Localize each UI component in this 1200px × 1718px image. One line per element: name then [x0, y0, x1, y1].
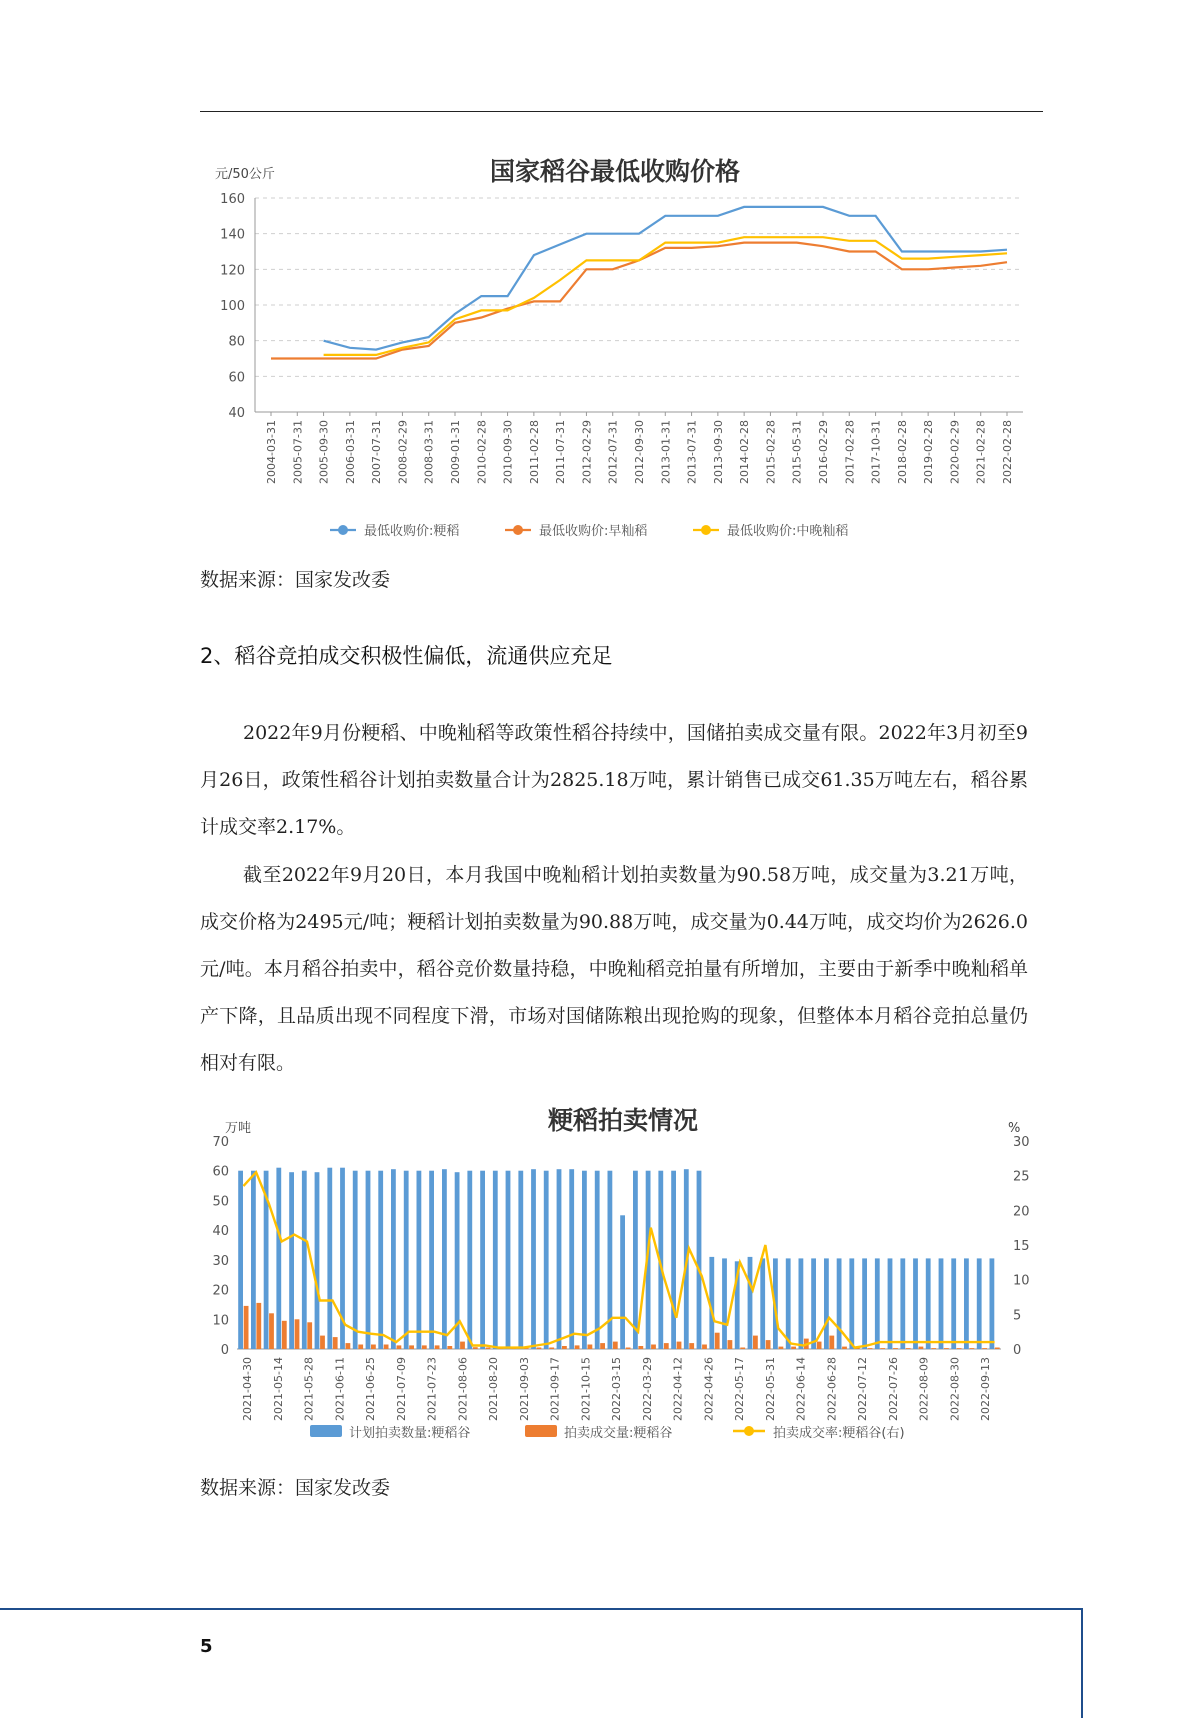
bar-traded [486, 1348, 491, 1350]
legend-swatch-marker [701, 525, 711, 535]
bar-traded [728, 1340, 733, 1349]
x-tick-label: 2021-07-09 [394, 1357, 408, 1421]
bar-traded [384, 1345, 389, 1350]
bar-traded [435, 1345, 440, 1349]
bar-traded [307, 1322, 312, 1349]
x-tick-label: 2006-03-31 [343, 420, 357, 484]
legend-swatch-planned [310, 1425, 342, 1437]
x-tick-label: 2015-02-28 [764, 420, 778, 484]
y-tick-label-right: 25 [1013, 1169, 1030, 1185]
y-tick-label: 60 [228, 370, 245, 386]
bar-traded [397, 1345, 402, 1349]
bar-traded [346, 1343, 351, 1349]
bar-planned [353, 1171, 358, 1349]
chart2-svg [205, 1095, 1035, 1455]
x-tick-label: 2022-05-17 [733, 1357, 746, 1421]
bar-planned [391, 1169, 396, 1349]
section-heading: 2、稻谷竞拍成交积极性偏低，流通供应充足 [200, 644, 613, 668]
bar-planned [557, 1169, 562, 1349]
bar-traded [269, 1313, 274, 1349]
y-tick-label-left: 30 [212, 1253, 229, 1269]
x-tick-label: 2020-02-29 [948, 420, 962, 484]
bar-planned [289, 1172, 294, 1349]
bar-planned [518, 1171, 523, 1349]
y-tick-label: 140 [220, 227, 245, 243]
y-tick-label: 100 [220, 299, 245, 314]
bar-planned [697, 1171, 702, 1349]
x-tick-label: 2011-07-31 [554, 420, 568, 484]
legend-swatch-traded [525, 1425, 557, 1437]
y-axis-unit-right: % [1008, 1121, 1021, 1136]
bar-traded [893, 1348, 898, 1349]
bar-traded [460, 1342, 465, 1349]
y-tick-label-right: 10 [1013, 1273, 1030, 1289]
bar-traded [753, 1336, 758, 1349]
x-tick-label: 2022-05-31 [763, 1357, 777, 1421]
bar-traded [562, 1346, 567, 1349]
bar-traded [868, 1348, 873, 1349]
x-tick-label: 2012-09-30 [633, 420, 646, 484]
chart-min-purchase-price [205, 150, 1035, 545]
y-tick-label-right: 30 [1013, 1135, 1030, 1150]
bar-traded [447, 1346, 452, 1349]
bar-traded [244, 1306, 249, 1349]
bar-traded [995, 1348, 1000, 1350]
bar-planned [251, 1171, 256, 1349]
bar-planned [327, 1168, 332, 1349]
y-tick-label-left: 50 [212, 1194, 229, 1210]
bar-traded [931, 1348, 936, 1349]
x-tick-label: 2022-03-29 [640, 1357, 654, 1421]
y-tick-label-left: 20 [212, 1283, 229, 1299]
y-tick-label: 80 [228, 334, 245, 350]
bar-planned [531, 1169, 536, 1349]
bar-traded [371, 1345, 376, 1350]
bar-traded [740, 1348, 745, 1350]
chart-japonica-auction [205, 1095, 1035, 1455]
bar-traded [829, 1336, 834, 1349]
x-tick-label: 2021-09-17 [548, 1357, 562, 1421]
bar-traded [256, 1303, 261, 1349]
legend-label-planned: 计划拍卖数量:粳稻谷 [349, 1426, 471, 1441]
bar-traded [664, 1343, 669, 1349]
y-tick-label: 40 [228, 406, 245, 421]
bar-traded [842, 1347, 847, 1349]
x-tick-label: 2014-02-28 [738, 420, 752, 484]
bar-traded [473, 1347, 478, 1349]
x-tick-label: 2015-05-31 [790, 420, 804, 484]
source-note-1: 数据来源：国家发改委 [200, 569, 391, 591]
bar-planned [493, 1171, 498, 1349]
x-tick-label: 2021-10-15 [579, 1357, 593, 1421]
x-tick-label: 2007-07-31 [370, 420, 384, 484]
bar-planned [900, 1258, 905, 1349]
x-tick-label: 2022-07-12 [856, 1357, 869, 1421]
bar-planned [467, 1171, 472, 1349]
y-tick-label-left: 0 [220, 1343, 229, 1358]
bar-planned [480, 1171, 485, 1349]
bar-traded [333, 1337, 338, 1349]
x-tick-label: 2008-02-29 [396, 420, 410, 484]
y-axis-unit-left: 万吨 [225, 1121, 252, 1136]
x-tick-label: 2021-08-20 [487, 1357, 500, 1421]
bar-planned [366, 1171, 371, 1349]
bar-traded [575, 1345, 580, 1349]
bar-traded [409, 1345, 414, 1349]
x-tick-label: 2022-03-15 [610, 1357, 623, 1421]
bar-traded [944, 1348, 949, 1349]
bar-planned [951, 1258, 956, 1349]
x-tick-label: 2021-06-25 [364, 1357, 377, 1421]
legend-label: 最低收购价:早籼稻 [539, 524, 648, 539]
y-tick-label-left: 40 [212, 1224, 229, 1240]
y-tick-label-right: 20 [1013, 1204, 1030, 1220]
y-tick-label: 160 [220, 192, 245, 207]
x-tick-label: 2010-09-30 [501, 420, 515, 484]
bar-traded [766, 1340, 771, 1349]
bar-planned [862, 1258, 867, 1349]
bar-planned [990, 1258, 995, 1349]
bar-planned [569, 1169, 574, 1349]
bar-traded [626, 1348, 631, 1350]
bar-traded [906, 1348, 911, 1349]
bar-traded [282, 1321, 287, 1349]
bar-planned [722, 1258, 727, 1349]
bar-traded [702, 1345, 707, 1350]
x-tick-label: 2021-09-03 [517, 1357, 531, 1421]
bar-traded [957, 1348, 962, 1349]
bar-planned [913, 1258, 918, 1349]
bar-traded [970, 1348, 975, 1349]
x-tick-label: 2005-07-31 [291, 420, 305, 484]
header-rule [200, 111, 1043, 112]
bar-planned [748, 1257, 753, 1349]
x-tick-label: 2021-02-28 [974, 420, 988, 484]
bar-traded [422, 1345, 427, 1349]
bar-planned [760, 1258, 765, 1349]
x-tick-label: 2022-09-13 [979, 1357, 992, 1421]
paragraph-2: 截至2022年9月20日，本月我国中晚籼稻计划拍卖数量为90.58万吨，成交量为3.21万吨，成交价格为2495元/吨；粳稻计划拍卖数量为90.88万吨，成交量为0.44万吨，成交均价为2626.0元/吨。本月稻谷拍卖中，稻谷竞价数量持稳，中晚籼稻竞拍量有所增加，主要由于新季中晚籼稻单产下降，且品质出现不同程度下滑，市场对国储陈粮出现抢购的现象，但整体本月稻谷竞拍总量仍相对有限。 [200, 864, 1028, 1074]
bar-traded [358, 1345, 363, 1350]
x-tick-label: 2022-06-14 [794, 1357, 808, 1421]
bar-traded [320, 1336, 325, 1349]
x-tick-label: 2011-02-28 [527, 420, 541, 484]
bar-planned [404, 1171, 409, 1349]
x-tick-label: 2019-02-28 [922, 420, 936, 484]
x-tick-label: 2008-03-31 [422, 420, 436, 484]
y-tick-label-left: 60 [212, 1164, 229, 1180]
paragraph-1: 2022年9月份粳稻、中晚籼稻等政策性稻谷持续中，国储拍卖成交量有限。2022年3月初至9月26日，政策性稻谷计划拍卖数量合计为2825.18万吨，累计销售已成交61.35万吨左右，稻谷累计成交率2.17%。 [200, 722, 1028, 838]
x-tick-label: 2013-07-31 [685, 419, 699, 484]
legend-label: 最低收购价:中晚籼稻 [727, 524, 849, 539]
bar-traded [791, 1347, 796, 1349]
bar-planned [506, 1171, 511, 1349]
x-tick-label: 2012-02-29 [580, 420, 594, 484]
x-tick-label: 2021-07-23 [425, 1357, 439, 1421]
bar-planned [276, 1168, 281, 1349]
bar-planned [977, 1258, 982, 1349]
page-number: 5 [200, 1636, 213, 1657]
y-tick-label-right: 0 [1013, 1343, 1022, 1358]
bar-traded [651, 1345, 656, 1350]
x-tick-label: 2013-09-30 [711, 420, 725, 484]
legend-swatch-rate-marker [744, 1426, 754, 1436]
legend-swatch-marker [338, 525, 348, 535]
legend-label-traded: 拍卖成交量:粳稻谷 [564, 1426, 673, 1441]
y-axis-unit: 元/50公斤 [215, 167, 275, 182]
footer-frame [0, 1608, 1083, 1718]
x-tick-label: 2022-02-28 [1001, 420, 1014, 484]
bar-traded [295, 1319, 300, 1349]
bar-planned [888, 1258, 893, 1349]
y-tick-label: 120 [220, 263, 245, 279]
x-tick-label: 2018-02-28 [895, 420, 909, 484]
y-tick-label-left: 10 [212, 1313, 229, 1329]
bar-planned [378, 1171, 383, 1349]
bar-traded [982, 1348, 987, 1349]
bar-planned [302, 1171, 307, 1349]
bar-planned [417, 1171, 422, 1349]
bar-traded [817, 1342, 822, 1349]
x-tick-label: 2021-05-14 [271, 1357, 285, 1421]
bar-planned [429, 1171, 434, 1349]
bar-planned [315, 1172, 320, 1349]
chart-title: 国家稻谷最低收购价格 [489, 157, 741, 186]
bar-traded [638, 1346, 643, 1349]
bar-planned [964, 1258, 969, 1349]
bar-traded [677, 1342, 682, 1349]
x-tick-label: 2022-06-28 [825, 1357, 839, 1421]
x-tick-label: 2013-01-31 [659, 420, 673, 484]
x-tick-label: 2022-07-26 [886, 1357, 900, 1421]
bar-planned [582, 1171, 587, 1349]
bar-traded [549, 1348, 554, 1350]
bar-planned [926, 1258, 931, 1349]
legend-label-rate: 拍卖成交率:粳稻谷(右) [773, 1426, 905, 1441]
bar-traded [715, 1333, 720, 1349]
bar-planned [633, 1171, 638, 1349]
x-tick-label: 2022-04-12 [671, 1357, 685, 1421]
bar-planned [824, 1258, 829, 1349]
x-tick-label: 2022-08-09 [917, 1357, 931, 1421]
legend-label: 最低收购价:粳稻 [364, 524, 460, 539]
x-tick-label: 2010-02-28 [475, 420, 489, 484]
x-tick-label: 2012-07-31 [606, 420, 620, 484]
bar-traded [689, 1343, 694, 1349]
x-tick-label: 2009-01-31 [449, 420, 462, 484]
bar-planned [875, 1258, 880, 1349]
bar-planned [595, 1171, 600, 1349]
bar-planned [799, 1258, 804, 1349]
series-line-0 [324, 207, 1007, 350]
x-tick-label: 2017-10-31 [869, 420, 883, 484]
bar-planned [620, 1215, 625, 1349]
bar-planned [849, 1258, 854, 1349]
bar-traded [537, 1348, 542, 1350]
y-tick-label-left: 70 [212, 1135, 229, 1150]
bar-planned [671, 1171, 676, 1349]
x-tick-label: 2022-08-30 [948, 1357, 962, 1421]
bar-traded [919, 1347, 924, 1349]
chart-title: 粳稻拍卖情况 [547, 1106, 699, 1135]
chart1-svg [205, 150, 1035, 545]
bar-planned [238, 1171, 243, 1349]
bar-planned [837, 1258, 842, 1349]
y-tick-label-right: 5 [1013, 1308, 1022, 1324]
bar-planned [442, 1169, 447, 1349]
x-tick-label: 2021-05-28 [302, 1357, 316, 1421]
x-tick-label: 2021-04-30 [241, 1357, 254, 1421]
x-tick-label: 2017-02-28 [843, 420, 857, 484]
y-tick-label-right: 15 [1013, 1239, 1030, 1254]
x-tick-label: 2022-04-26 [702, 1357, 716, 1421]
bar-planned [544, 1171, 549, 1349]
x-tick-label: 2016-02-29 [817, 420, 830, 484]
bar-planned [939, 1258, 944, 1349]
x-tick-label: 2004-03-31 [265, 420, 278, 484]
bar-traded [613, 1342, 618, 1349]
x-tick-label: 2021-06-11 [333, 1357, 347, 1421]
bar-traded [588, 1345, 593, 1350]
source-note-2: 数据来源：国家发改委 [200, 1477, 391, 1499]
legend-swatch-marker [513, 525, 523, 535]
x-tick-label: 2005-09-30 [317, 420, 331, 484]
bar-traded [600, 1343, 605, 1349]
bar-traded [880, 1348, 885, 1349]
bar-traded [779, 1347, 784, 1349]
x-tick-label: 2021-08-06 [456, 1357, 470, 1421]
bar-planned [786, 1258, 791, 1349]
bar-planned [811, 1258, 816, 1349]
